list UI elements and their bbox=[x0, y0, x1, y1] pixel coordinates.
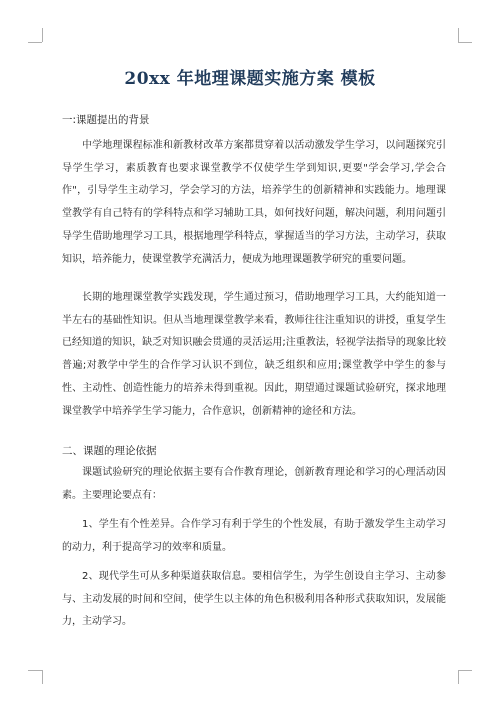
crop-mark-bottom-right-h bbox=[458, 670, 472, 671]
document-title: 20xx 年地理课题实施方案 模板 bbox=[124, 69, 376, 89]
paragraph-background-2: 长期的地理课堂教学实践发现，学生通过预习，借助地理学习工具，大约能知道一半左右的基础性知识。但从当地理课堂教学来看，教师往往注重知识的讲授，重复学生已经知道的知识，缺乏对知识融会贯通的灵活运用;注重教法，轻视学法指导的现象比较普遍;对教学中学生的合作学习认识不到位，缺乏组织和应用;课堂教学中学生的参与性、主动性、创造性能力的培养未得到重视。因此，期望通过课题试验研究，探求地理课堂教学中培养学生学习能力，合作意识，创新精神的途径和方法。 bbox=[62, 292, 446, 417]
paragraph-background-1: 中学地理课程标准和新教材改革方案都贯穿着以活动激发学生学习，以问题探究引导学生学习，素质教育也要求课堂教学不仅使学生学到知识,更要"学会学习,学会合作"，引导学生主动学习，学会学习的方法，培养学生的创新精神和实践能力。地理课堂教学有自己特有的学科特点和学习辅助工具，如何找好问题，解决问题，利用问题引导学生借助地理学习工具，根据地理学科特点，掌握适当的学习方法，主动学习，获取知识，培养能力，使课堂教学充满活力，便成为地理课题教学研究的重要问题。 bbox=[62, 140, 446, 265]
section-heading-background: 一:课题提出的背景 bbox=[62, 114, 150, 126]
crop-mark-bottom-right-v bbox=[458, 670, 459, 684]
paragraph-theory-2: 1、学生有个性差异。合作学习有利于学生的个性发展，有助于激发学生主动学习的动力，利于提高学习的效率和质量。 bbox=[62, 519, 446, 553]
crop-mark-bottom-left-v bbox=[42, 670, 43, 684]
crop-mark-bottom-left-h bbox=[28, 670, 42, 671]
section-heading-theory: 二、课题的理论依据 bbox=[62, 445, 157, 457]
crop-mark-top-left-v bbox=[42, 28, 43, 42]
crop-mark-top-right-h bbox=[458, 42, 472, 43]
crop-mark-top-left-h bbox=[28, 42, 42, 43]
crop-mark-top-right-v bbox=[458, 28, 459, 42]
paragraph-theory-3: 2、现代学生可从多种渠道获取信息。要相信学生，为学生创设自主学习、主动参与、主动发展的时间和空间，使学生以主体的角色积极利用各种形式获取知识，发展能力，主动学习。 bbox=[62, 571, 446, 628]
paragraph-theory-1: 课题试验研究的理论依据主要有合作教育理论，创新教育理论和学习的心理活动因素。主要理论要点有： bbox=[62, 467, 446, 501]
